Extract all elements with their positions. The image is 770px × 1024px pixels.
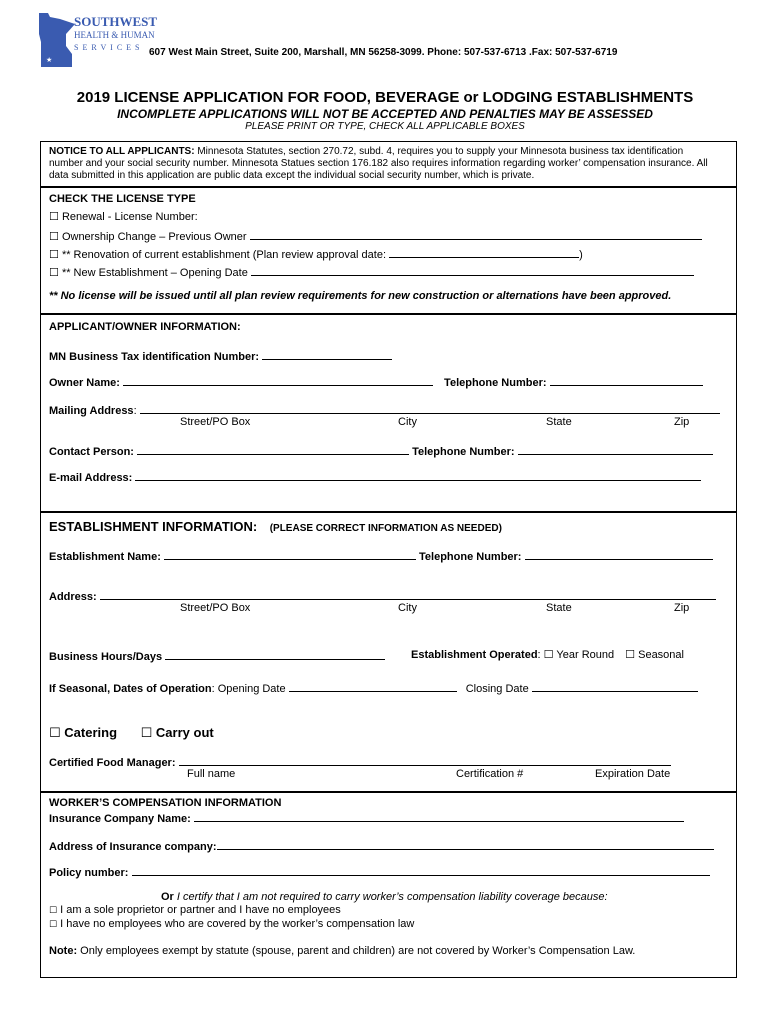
page-subtitle: INCOMPLETE APPLICATIONS WILL NOT BE ACCEPTED AND PENALTIES MAY BE ASSESSED [117,107,653,121]
mailing-street-caption: Street/PO Box [180,416,251,428]
year-round-label: Year Round [556,649,615,661]
or-label: Or [161,891,174,903]
email-label: E-mail Address: [49,472,133,484]
tax-id-field[interactable] [262,348,392,360]
establishment-heading: ESTABLISHMENT INFORMATION: [49,519,258,534]
wc-note [49,945,635,957]
mailing-zip-caption: Zip [674,416,690,428]
cfm-cert-caption: Certification # [456,768,524,780]
notice-line1: NOTICE TO ALL APPLICANTS: Minnesota Statutes, section 270.72, subd. 4, requires you to supply your Minnesota business tax identification [49,146,684,157]
business-hours-label: Business Hours/Days [49,651,163,663]
new-establishment-label: ** New Establishment – Opening Date [61,267,248,279]
contact-row [49,443,713,458]
establishment-address-row [49,588,716,603]
insurance-address-row [49,838,714,853]
establishment-name-label: Establishment Name: [49,551,161,563]
exempt-option-1 [49,904,341,916]
logo-line3: S E R V I C E S [74,43,141,52]
contact-telephone-field[interactable] [518,443,713,455]
business-hours-row [49,648,385,663]
ownership-row [49,228,702,243]
owner-label: Owner Name: [49,377,120,389]
owner-name-field[interactable] [123,374,433,386]
license-heading: CHECK THE LICENSE TYPE [49,193,196,205]
policy-row [49,864,710,879]
business-hours-field[interactable] [165,648,385,660]
applicant-heading: APPLICANT/OWNER INFORMATION: [49,321,241,333]
sole-proprietor-label: I am a sole proprietor or partner and I have no employees [60,904,341,916]
seasonal-opening-date-field[interactable] [289,680,457,692]
owner-telephone-label: Telephone Number: [444,377,547,389]
contact-person-field[interactable] [137,443,409,455]
logo-line1: SOUTHWEST [74,14,158,29]
renovation-checkbox[interactable]: ☐ [49,248,59,261]
svg-text:★: ★ [46,57,53,64]
insurance-company-label: Insurance Company Name: [49,813,191,825]
establishment-name-field[interactable] [164,548,416,560]
establishment-address-label: Address: [49,591,97,603]
opening-date-label: Opening Date [217,683,286,695]
insurance-address-label: Address of Insurance company: [49,841,217,853]
contact-telephone-label: Telephone Number: [412,446,515,458]
license-type-section [40,187,737,314]
carry-out-checkbox[interactable]: ☐ [140,726,153,741]
policy-number-field[interactable] [132,864,710,876]
cfm-field[interactable] [179,754,671,766]
minnesota-map-icon [38,12,76,68]
contact-label: Contact Person: [49,446,134,458]
ownership-checkbox[interactable]: ☐ [49,230,59,243]
catering-checkbox[interactable]: ☐ [49,726,61,741]
cfm-fullname-caption: Full name [187,768,236,780]
tax-id-label: MN Business Tax identification Number: [49,351,260,363]
plan-review-note: ** No license will be issued until all plan review requirements for new construction or alternations have been approved. [49,290,672,302]
renovation-label: ** Renovation of current establishment (Plan review approval date: [61,249,387,261]
mailing-state-caption: State [546,416,572,428]
carry-out-label: Carry out [155,725,214,740]
seasonal-dates-row: If Seasonal, Dates of Operation: Opening Date Closing Date [49,680,698,695]
email-row [49,469,701,484]
no-employees-checkbox[interactable]: ☐ [49,920,58,930]
mailing-label: Mailing Address [49,405,134,417]
closing-date-label: Closing Date [465,683,529,695]
workers-comp-section [40,792,737,978]
establishment-section [40,512,737,792]
new-establishment-checkbox[interactable]: ☐ [49,266,59,279]
insurance-company-field[interactable] [194,810,684,822]
policy-label: Policy number: [49,867,129,879]
logo [38,12,158,68]
exempt-option-2 [49,918,414,930]
tax-id-row [49,348,392,363]
owner-telephone-field[interactable] [550,374,703,386]
renovation-row [49,246,583,261]
instruction-text: PLEASE PRINT OR TYPE, CHECK ALL APPLICABLE BOXES [245,121,525,132]
wc-note-label: Note: [49,945,78,957]
plan-review-date-field[interactable] [389,246,579,258]
insurance-company-row [49,810,684,825]
certify-row: Or I certify that I am not required to carry worker’s compensation liability coverage because: [161,891,608,903]
operated-row: Establishment Operated: ☐ Year Round ☐ Seasonal [411,648,684,661]
establishment-address-field[interactable] [100,588,716,600]
renewal-checkbox[interactable]: ☐ [49,210,59,223]
renewal-label: Renewal - License Number: [61,211,198,223]
est-state-caption: State [546,602,572,614]
page-title: 2019 LICENSE APPLICATION FOR FOOD, BEVERAGE or LODGING ESTABLISHMENTS [76,89,694,106]
logo-line2: HEALTH & HUMAN [74,30,155,40]
cfm-exp-caption: Expiration Date [595,768,671,780]
seasonal-closing-date-field[interactable] [532,680,698,692]
establishment-telephone-label: Telephone Number: [419,551,522,563]
service-type-row [49,725,214,741]
owner-row [49,374,703,389]
cfm-label: Certified Food Manager: [49,757,176,769]
header-address: 607 West Main Street, Suite 200, Marshall, MN 56258-3099. Phone: 507-537-6713 .Fax: 507-537-6719 [149,47,618,58]
new-establishment-row [49,264,694,279]
previous-owner-field[interactable] [250,228,702,240]
notice-line2: number and your social security number. Minnesota Statues section 176.182 also requires information regarding worker’ compensation insurance. All [49,158,708,169]
establishment-telephone-field[interactable] [525,548,713,560]
est-zip-caption: Zip [674,602,690,614]
sole-proprietor-checkbox[interactable]: ☐ [49,906,58,916]
certify-text: I certify that I am not required to carry worker’s compensation liability coverage because [173,891,605,903]
opening-date-field[interactable] [251,264,694,276]
seasonal-label: Seasonal [638,649,684,661]
cfm-row [49,754,671,769]
workers-comp-heading: WORKER’S COMPENSATION INFORMATION [49,797,282,809]
renewal-row [49,210,198,223]
wc-note-text: Only employees exempt by statute (spouse, parent and children) are not covered by Worker’s Compensation Law. [77,945,636,957]
notice-line3: data submitted in this application are public data except the individual social security number, which is private. [49,170,535,181]
insurance-address-field[interactable] [217,838,714,850]
mailing-city-caption: City [398,416,417,428]
mailing-address-field[interactable] [140,402,720,414]
est-street-caption: Street/PO Box [180,602,251,614]
email-field[interactable] [135,469,701,481]
establishment-heading-note: (PLEASE CORRECT INFORMATION AS NEEDED) [269,523,502,534]
seasonal-checkbox[interactable]: ☐ [625,648,636,661]
operated-label: Establishment Operated [411,649,538,661]
notice-box [40,141,737,187]
establishment-heading-row [49,518,502,536]
year-round-checkbox[interactable]: ☐ [543,648,554,661]
applicant-section [40,314,737,512]
est-city-caption: City [398,602,417,614]
seasonal-dates-label: If Seasonal, Dates of Operation [49,683,212,695]
renovation-close: ) [579,249,583,261]
mailing-row: Mailing Address: [49,402,720,417]
establishment-name-row [49,548,713,563]
ownership-label: Ownership Change – Previous Owner [61,231,247,243]
no-employees-label: I have no employees who are covered by the worker’s compensation law [60,918,415,930]
catering-label: Catering [64,725,118,740]
